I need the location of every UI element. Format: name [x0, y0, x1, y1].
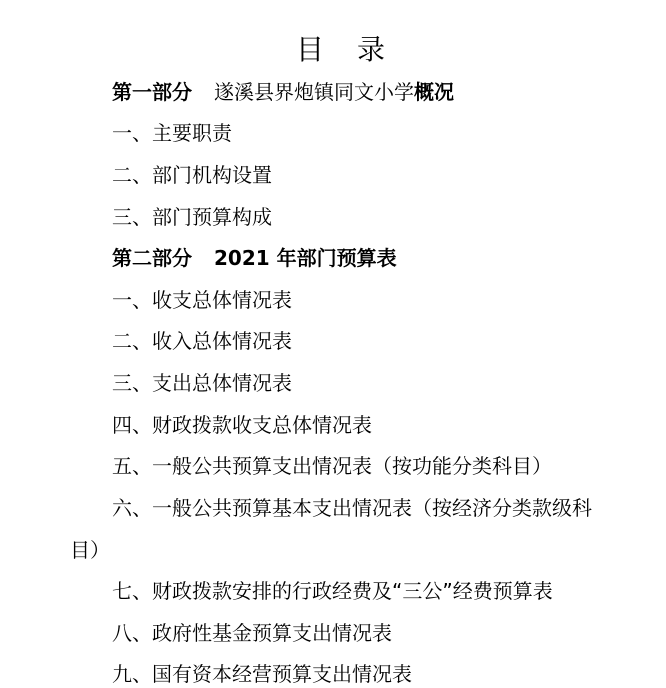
- toc-item-2-5: 五、一般公共预算支出情况表（按功能分类科目）: [112, 454, 552, 478]
- part2-name: 2021 年部门预算表: [214, 246, 397, 270]
- part1-suffix: 概况: [414, 80, 454, 104]
- toc-item-1-2: 二、部门机构设置: [112, 163, 272, 187]
- part1-name: 遂溪县界炮镇同文小学: [214, 80, 414, 104]
- part1-prefix: 第一部分: [112, 80, 192, 104]
- toc-item-2-8: 八、政府性基金预算支出情况表: [112, 621, 392, 645]
- toc-item-2-6: 六、一般公共预算基本支出情况表（按经济分类款级科: [112, 496, 592, 520]
- toc-item-2-1: 一、收支总体情况表: [112, 288, 292, 312]
- toc-item-2-9: 九、国有资本经营预算支出情况表: [112, 662, 412, 686]
- toc-item-2-6-continued: 目）: [70, 538, 110, 562]
- part1-heading: [112, 78, 454, 106]
- part2-prefix: 第二部分: [112, 246, 192, 270]
- part2-heading: [112, 244, 397, 272]
- toc-item-2-2: 二、收入总体情况表: [112, 329, 292, 353]
- toc-item-2-7: 七、财政拨款安排的行政经费及“三公”经费预算表: [112, 579, 553, 603]
- toc-item-2-4: 四、财政拨款收支总体情况表: [112, 413, 372, 437]
- toc-item-2-3: 三、支出总体情况表: [112, 371, 292, 395]
- toc-item-1-3: 三、部门预算构成: [112, 205, 272, 229]
- toc-item-1-1: 一、主要职责: [112, 121, 232, 145]
- page-title: 目 录: [296, 33, 397, 66]
